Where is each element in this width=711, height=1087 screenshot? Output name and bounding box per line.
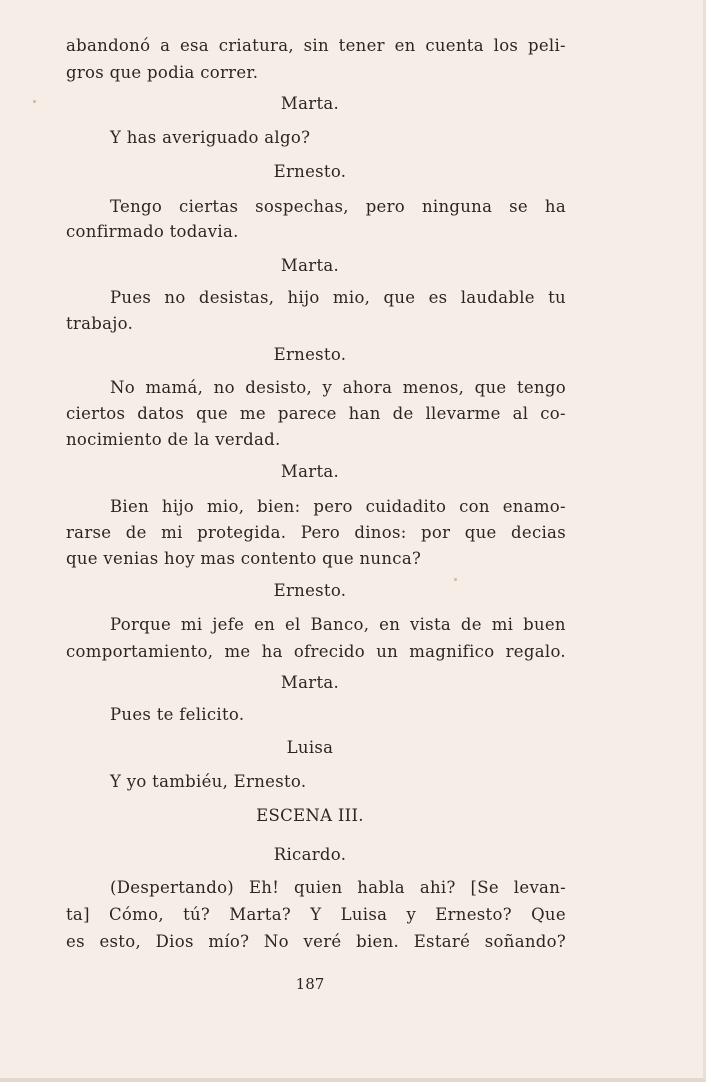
word: es <box>428 288 448 307</box>
word: Luisa <box>340 905 388 924</box>
word: que <box>474 378 507 397</box>
word: que <box>196 404 228 423</box>
word: mi <box>180 615 203 634</box>
word: el <box>284 615 301 634</box>
word: al <box>512 404 529 423</box>
word: que <box>464 523 497 542</box>
word: levan- <box>513 878 566 897</box>
speaker-heading: Ernesto. <box>273 581 347 600</box>
word: sospechas, <box>255 197 349 216</box>
word: Ernesto? <box>435 905 512 924</box>
word: soñando? <box>484 932 566 951</box>
word: veré <box>303 932 342 951</box>
paper-speck <box>454 578 457 581</box>
word: hijo <box>287 288 320 307</box>
word: de <box>392 404 414 423</box>
text-line <box>110 878 566 898</box>
word: Tengo <box>110 197 163 216</box>
word: jefe <box>212 615 245 634</box>
word: hijo <box>161 497 195 516</box>
text-line: gros que podia correr. <box>66 63 259 82</box>
text-line <box>66 523 566 543</box>
word: en <box>379 615 401 634</box>
word: Bien <box>110 497 149 516</box>
word: Que <box>531 905 566 924</box>
text-line <box>110 497 566 517</box>
word: parece <box>277 404 337 423</box>
word: me <box>224 642 251 661</box>
word: cuenta <box>425 36 484 55</box>
word: quien <box>294 878 343 897</box>
word: los <box>493 36 519 55</box>
word: datos <box>137 404 185 423</box>
text-line: Y yo tambiéu, Ernesto. <box>110 772 307 791</box>
word: desisto, <box>245 378 313 397</box>
word: ha <box>261 642 283 661</box>
word: No <box>110 378 135 397</box>
word: regalo. <box>505 642 566 661</box>
word: Porque <box>110 615 172 634</box>
word: bien. <box>356 932 400 951</box>
word: ha <box>544 197 566 216</box>
word: magnifico <box>409 642 495 661</box>
speaker-heading: Ernesto. <box>273 162 347 181</box>
paper-speck <box>33 100 36 103</box>
word: Y <box>310 905 322 924</box>
text-line <box>110 615 566 635</box>
word: mío? <box>208 932 250 951</box>
word: ofrecido <box>293 642 366 661</box>
text-line <box>66 404 566 424</box>
word: tú? <box>183 905 211 924</box>
word: ninguna <box>421 197 493 216</box>
word: peli- <box>527 36 566 55</box>
word: criatura, <box>218 36 294 55</box>
word: pero <box>365 197 406 216</box>
word: y <box>406 905 417 924</box>
word: me <box>239 404 266 423</box>
word: Pues <box>110 288 152 307</box>
word: esto, <box>99 932 142 951</box>
word: desistas, <box>198 288 275 307</box>
word: tener <box>338 36 385 55</box>
word: pero <box>313 497 353 516</box>
word: de <box>460 615 482 634</box>
speaker-heading: Luisa <box>286 738 334 757</box>
text-line: Y has averiguado algo? <box>110 128 311 147</box>
scene-heading: ESCENA III. <box>256 806 364 825</box>
word: menos, <box>402 378 465 397</box>
word: dinos: <box>354 523 407 542</box>
word: sin <box>303 36 329 55</box>
text-line: trabajo. <box>66 314 134 333</box>
word: co- <box>540 404 566 423</box>
word: mio, <box>206 497 245 516</box>
word: (Despertando) <box>110 878 235 897</box>
word: mi <box>491 615 514 634</box>
word: y <box>322 378 333 397</box>
word: con <box>459 497 490 516</box>
word: han <box>348 404 381 423</box>
speaker-heading: Marta. <box>280 94 340 113</box>
word: que <box>383 288 416 307</box>
text-line <box>66 905 566 925</box>
word: buen <box>523 615 566 634</box>
speaker-heading: Marta. <box>280 673 340 692</box>
text-line: confirmado todavia. <box>66 222 239 241</box>
word: ahi? <box>419 878 456 897</box>
text-line <box>110 197 566 217</box>
word: llevarme <box>425 404 501 423</box>
word: [Se <box>470 878 499 897</box>
word: tu <box>548 288 566 307</box>
word: a <box>160 36 171 55</box>
word: Estaré <box>413 932 471 951</box>
word: tengo <box>516 378 566 397</box>
text-line <box>110 288 566 308</box>
speaker-heading: Ernesto. <box>273 345 347 364</box>
text-line <box>66 36 566 56</box>
word: un <box>376 642 399 661</box>
word: Eh! <box>248 878 280 897</box>
text-line <box>66 932 566 952</box>
speaker-heading: Ricardo. <box>273 845 347 864</box>
word: esa <box>179 36 209 55</box>
word: es <box>66 932 85 951</box>
text-line: que venias hoy mas contento que nunca? <box>66 549 422 568</box>
text-line <box>110 378 566 398</box>
word: bien: <box>257 497 301 516</box>
word: en <box>254 615 276 634</box>
word: Pero <box>300 523 340 542</box>
word: vista <box>409 615 452 634</box>
word: ta] <box>66 905 90 924</box>
word: no <box>164 288 186 307</box>
page-number: 187 <box>295 975 325 993</box>
text-line <box>66 642 566 662</box>
word: habla <box>357 878 405 897</box>
word: decias <box>511 523 566 542</box>
word: Cómo, <box>109 905 164 924</box>
word: rarse <box>66 523 112 542</box>
word: ahora <box>342 378 393 397</box>
word: enamo- <box>502 497 566 516</box>
text-line: Pues te felicito. <box>110 705 245 724</box>
word: No <box>263 932 289 951</box>
word: protegida. <box>197 523 287 542</box>
word: de <box>125 523 147 542</box>
speaker-heading: Marta. <box>280 462 340 481</box>
word: se <box>509 197 528 216</box>
word: abandonó <box>66 36 151 55</box>
word: mio, <box>332 288 371 307</box>
word: Banco, <box>310 615 370 634</box>
word: Marta? <box>229 905 292 924</box>
word: ciertas <box>179 197 239 216</box>
word: por <box>421 523 451 542</box>
text-line: nocimiento de la verdad. <box>66 430 281 449</box>
word: ciertos <box>66 404 126 423</box>
word: mamá, <box>145 378 204 397</box>
word: comportamiento, <box>66 642 214 661</box>
word: laudable <box>460 288 535 307</box>
word: mi <box>161 523 183 542</box>
word: en <box>394 36 416 55</box>
word: no <box>213 378 235 397</box>
word: Dios <box>155 932 194 951</box>
word: cuidadito <box>365 497 447 516</box>
speaker-heading: Marta. <box>280 256 340 275</box>
